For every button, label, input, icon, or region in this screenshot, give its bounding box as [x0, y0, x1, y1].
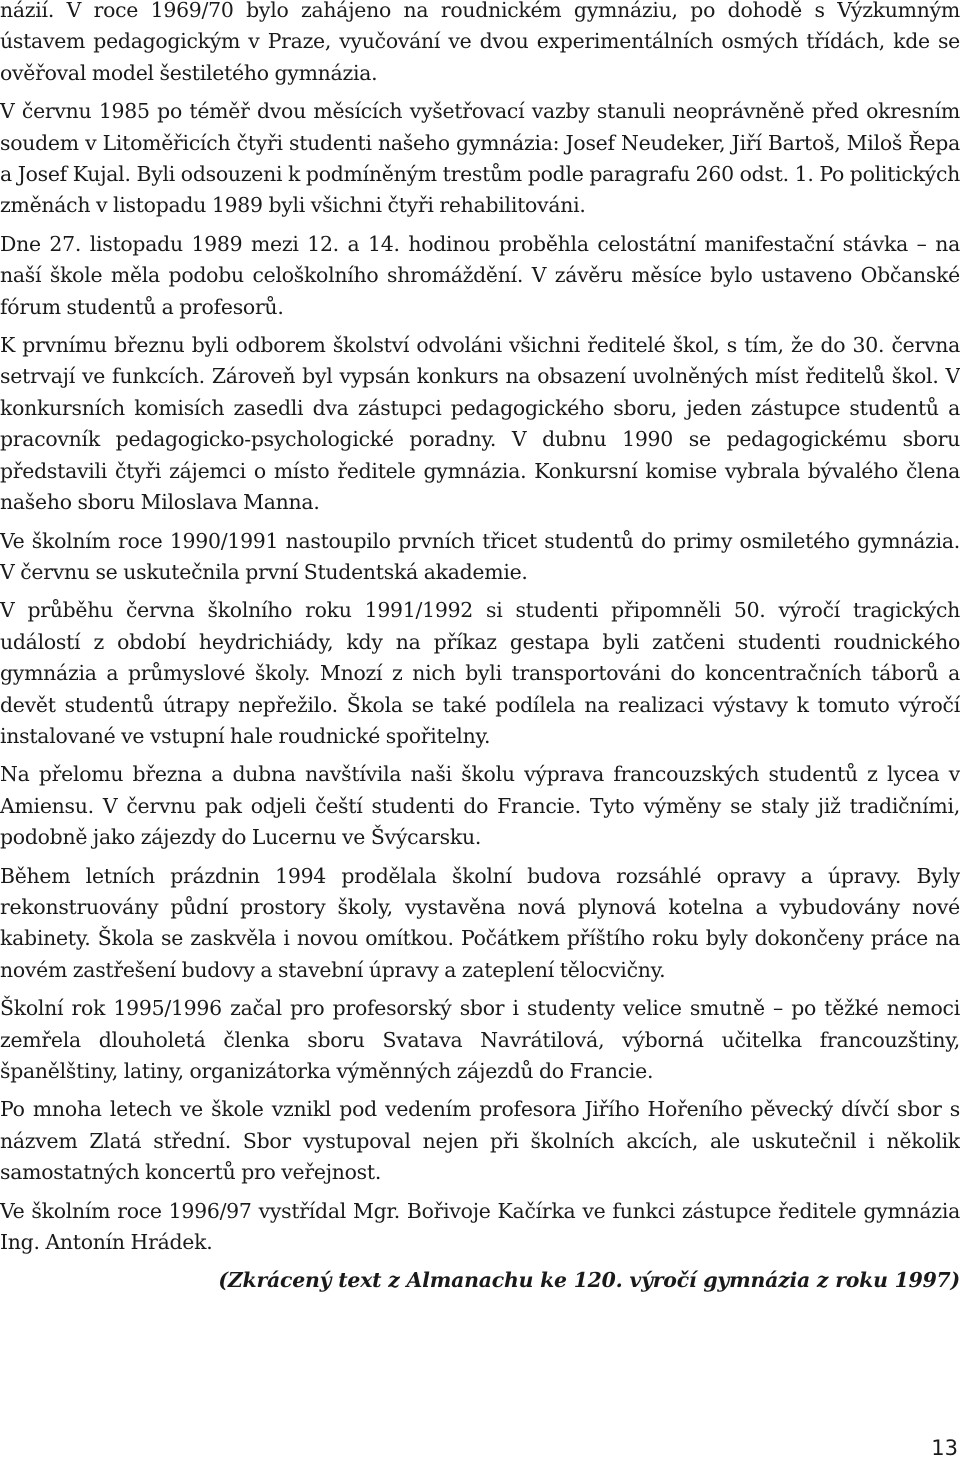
page-number: 13: [931, 1436, 958, 1460]
paragraph-8: Během letních prázdnin 1994 prodělala školní budova rozsáhlé opravy a úpravy. Byly rekonstruovány půdní prostory školy, vystavěna nová plynová kotelna a vybudovány nové kabinety. Škola se zaskvěla i novou omítkou. Počátkem příštího roku byly dokončeny práce na novém zastřešení budovy a stavební úpravy a zateplení tělocvičny.: [0, 863, 960, 982]
paragraph-2: V červnu 1985 po téměř dvou měsících vyšetřovací vazby stanuli neoprávněně před okresním soudem v Litoměřicích čtyři studenti našeho gymnázia: Josef Neudeker, Jiří Bartoš, Miloš Řepa a Josef Kujal. Byli odsouzeni k podmíněným trestům podle paragrafu 260 odst. 1. Po politických změnách v listopadu 1989 byli všichni čtyři rehabilitováni.: [0, 99, 960, 218]
paragraph-5: Ve školním roce 1990/1991 nastoupilo prvních třicet studentů do primy osmiletého gymnázia. V červnu se uskutečnila první Studentská akademie.: [0, 528, 960, 584]
paragraph-4: K prvnímu březnu byli odborem školství odvoláni všichni ředitelé škol, s tím, že do 30. června setrvají ve funkcích. Zároveň byl vypsán konkurs na obsazení uvolněných míst ředitelů škol. V konkursních komisích zasedli dva zástupci pedagogického sboru, jeden zástupce studentů a pracovník pedagogicko-psychologické poradny. V dubnu 1990 se pedagogickému sboru představili čtyři zájemci o místo ředitele gymnázia. Konkursní komise vybrala bývalého člena našeho sboru Miloslava Manna.: [0, 333, 960, 515]
paragraph-3: Dne 27. listopadu 1989 mezi 12. a 14. hodinou proběhla celostátní manifestační stávka – na naší škole měla podobu celoškolního shromáždění. V závěru měsíce bylo ustaveno Občanské fórum studentů a profesorů.: [0, 231, 960, 319]
paragraph-9: Školní rok 1995/1996 začal pro profesorský sbor i studenty velice smutně – po těžké nemoci zemřela dlouholetá členka sboru Svatava Navrátilová, výborná učitelka francouzštiny, španělštiny, latiny, organizátorka výměnných zájezdů do Francie.: [0, 996, 960, 1083]
paragraph-11: Ve školním roce 1996/97 vystřídal Mgr. Bořivoje Kačírka ve funkci zástupce ředitele gymnázia Ing. Antonín Hrádek.: [0, 1198, 960, 1255]
paragraph-6: V průběhu června školního roku 1991/1992 si studenti připomněli 50. výročí tragických událostí z období heydrichiády, kdy na příkaz gestapa byli zatčeni studenti roudnického gymnázia a průmyslové školy. Mnozí z nich byli transportováni do koncentračních táborů a devět studentů útrapy nepřežilo. Škola se také podílela na realizaci výstavy k tomuto výročí instalované ve vstupní hale roudnické spořitelny.: [0, 598, 960, 748]
paragraph-7: Na přelomu března a dubna navštívila naši školu výprava francouzských studentů z lycea v Amiensu. V červnu pak odjeli čeští studenti do Francie. Tyto výměny se staly již tradičními, podobně jako zájezdy do Lucernu ve Švýcarsku.: [0, 762, 960, 850]
paragraph-1: názií. V roce 1969/70 bylo zahájeno na roudnickém gymnáziu, po dohodě s Výzkumným ústavem pedagogickým v Praze, vyučování ve dvou experimentálních osmých třídách, kde se ověřoval model šestiletého gymnázia.: [0, 0, 960, 85]
source-note: (Zkrácený text z Almanachu ke 120. výročí gymnázia z roku 1997): [218, 1268, 960, 1293]
paragraph-10: Po mnoha letech ve škole vznikl pod vedením profesora Jiřího Hořeního pěvecký dívčí sbor s názvem Zlatá střední. Sbor vystupoval nejen při školních akcích, ale uskutečnil i několik samostatných koncertů pro veřejnost.: [0, 1097, 960, 1185]
